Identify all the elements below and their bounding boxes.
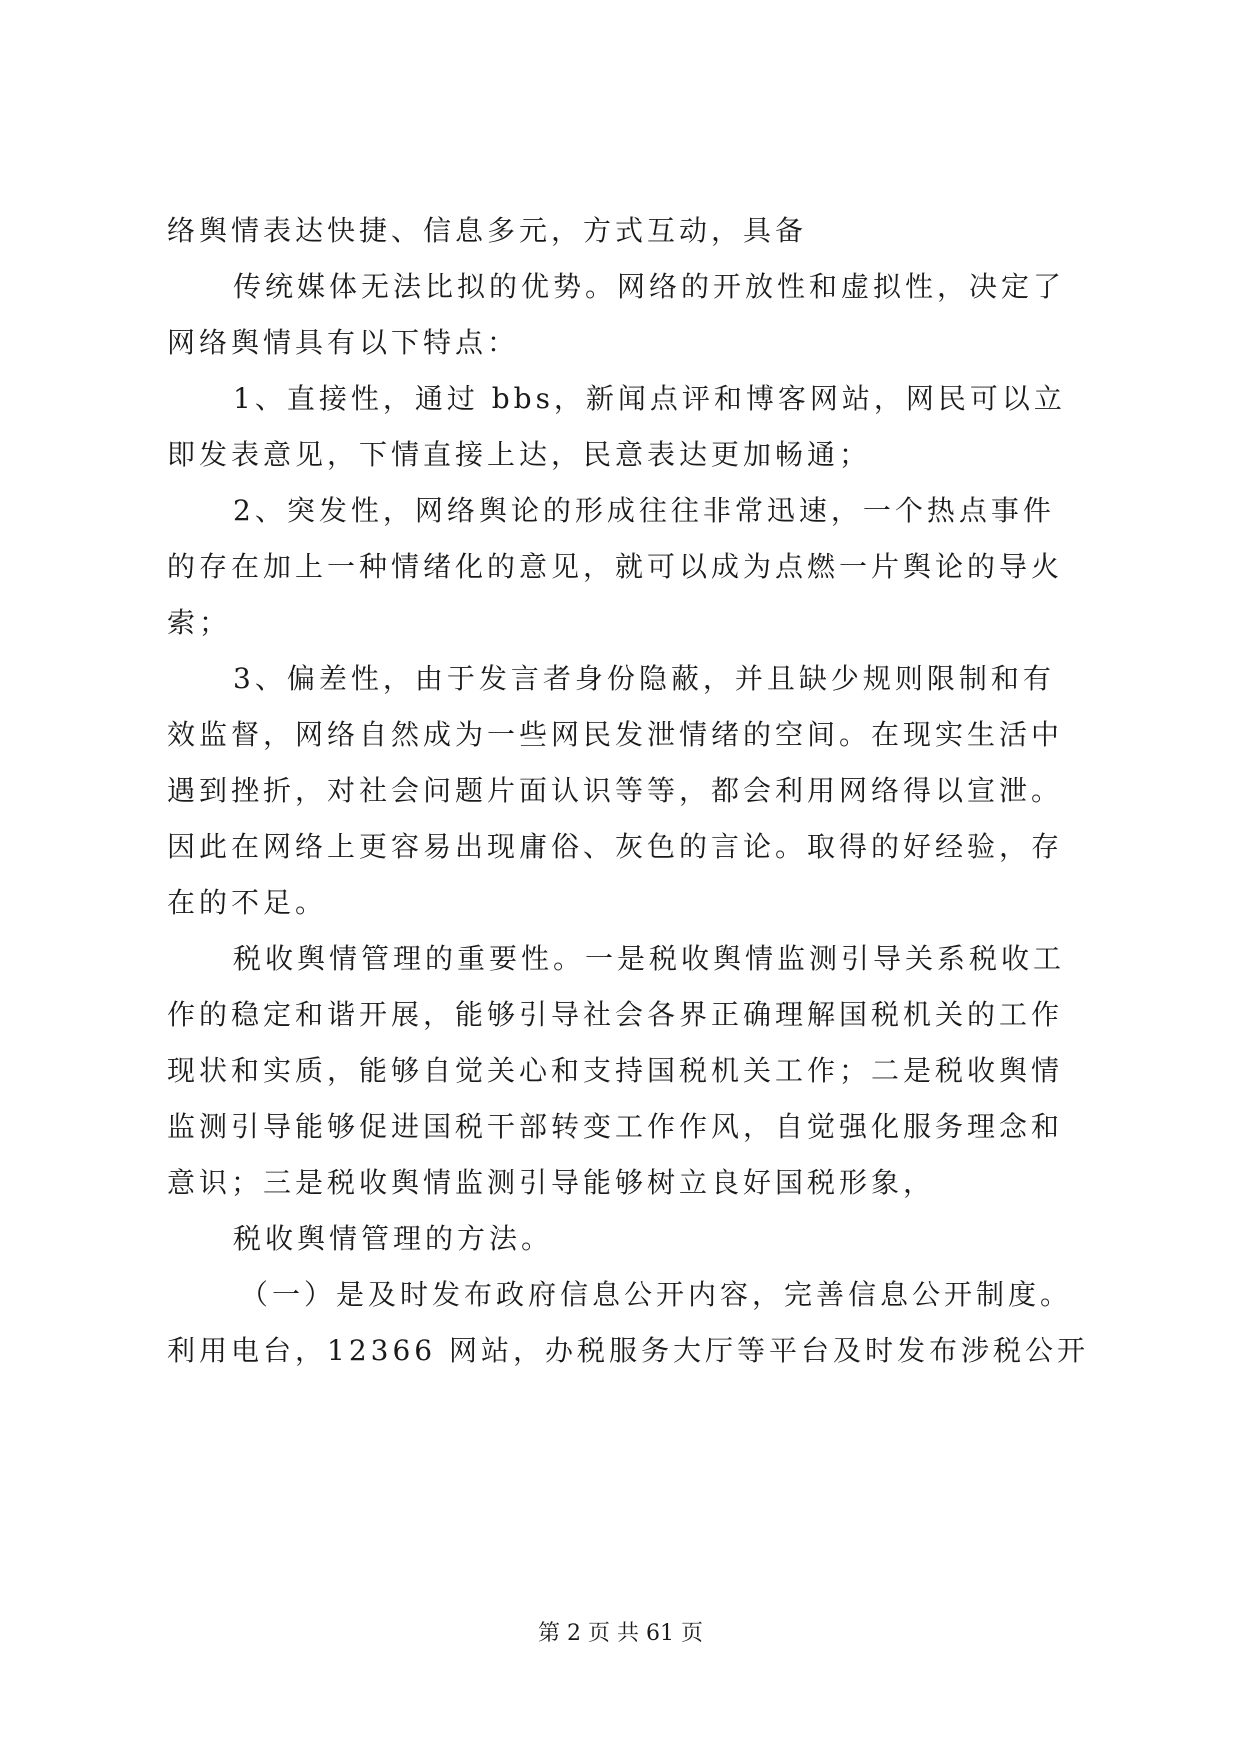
text-line: 效监督，网络自然成为一些网民发泄情绪的空间。在现实生活中 [167,718,1064,751]
text-line: 监测引导能够促进国税干部转变工作作风，自觉强化服务理念和 [167,1110,1064,1143]
text-line: 络舆情表达快捷、信息多元，方式互动，具备 [167,214,808,247]
text-line: 因此在网络上更容易出现庸俗、灰色的言论。取得的好经验，存 [167,830,1064,863]
text-line: 意识；三是税收舆情监测引导能够树立良好国税形象， [167,1166,936,1199]
text-line: （一）是及时发布政府信息公开内容，完善信息公开制度。 [240,1278,1073,1311]
text-line: 的存在加上一种情绪化的意见，就可以成为点燃一片舆论的导火 [167,550,1064,583]
page-number-footer: 第 2 页 共 61 页 [538,1621,703,1646]
text-line: 现状和实质，能够自觉关心和支持国税机关工作；二是税收舆情 [167,1054,1064,1087]
text-line: 传统媒体无法比拟的优势。网络的开放性和虚拟性，决定了 [233,270,1066,303]
text-line: 网络舆情具有以下特点： [167,326,520,359]
text-line: 作的稳定和谐开展，能够引导社会各界正确理解国税机关的工作 [167,998,1064,1031]
text-line: 利用电台，12366 网站，办税服务大厅等平台及时发布涉税公开 [167,1334,1089,1367]
text-line: 即发表意见，下情直接上达，民意表达更加畅通； [167,438,872,471]
text-line: 2、突发性，网络舆论的形成往往非常迅速，一个热点事件 [233,494,1055,527]
text-line: 遇到挫折，对社会问题片面认识等等，都会利用网络得以宣泄。 [167,774,1064,807]
text-line: 索； [167,606,232,639]
text-line: 税收舆情管理的方法。 [233,1222,554,1255]
text-line: 税收舆情管理的重要性。一是税收舆情监测引导关系税收工 [233,942,1066,975]
text-line: 1、直接性，通过 bbs，新闻点评和博客网站，网民可以立 [233,382,1066,415]
text-line: 3、偏差性，由于发言者身份隐蔽，并且缺少规则限制和有 [233,662,1055,695]
text-line: 在的不足。 [167,886,328,919]
